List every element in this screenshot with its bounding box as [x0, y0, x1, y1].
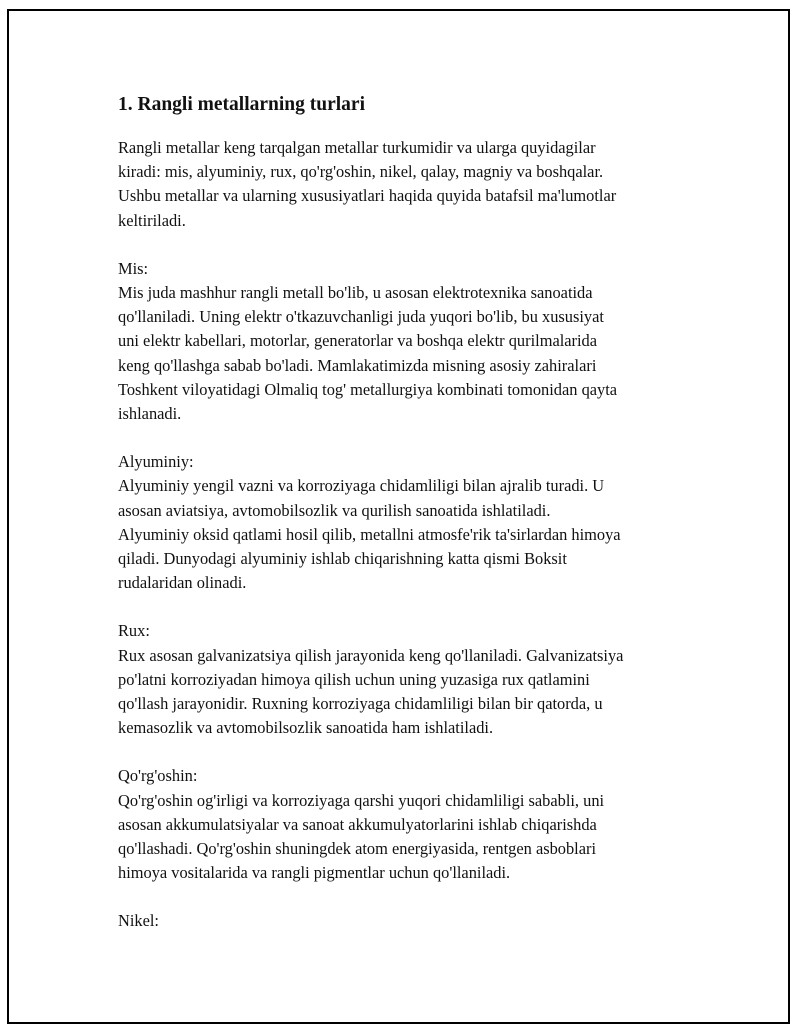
text-line: uni elektr kabellari, motorlar, generatorlar va boshqa elektr qurilmalarida: [118, 331, 598, 351]
text-line: qo'llaniladi. Uning elektr o'tkazuvchanligi juda yuqori bo'lib, bu xususiyat: [118, 307, 604, 327]
text-line: Alyuminiy oksid qatlami hosil qilib, metallni atmosfe'rik ta'sirlardan himoya: [118, 524, 621, 544]
text-line: Mis juda mashhur rangli metall bo'lib, u asosan elektrotexnika sanoatida: [118, 283, 593, 303]
subsection-label: Alyuminiy:: [118, 452, 194, 472]
section-heading: 1. Rangli metallarning turlari: [118, 94, 365, 115]
text-line: keltiriladi.: [118, 210, 186, 230]
text-line: po'latni korroziyadan himoya qilish uchun uning yuzasiga rux qatlamini: [118, 669, 590, 689]
text-line: asosan akkumulatsiyalar va sanoat akkumulyatorlarini ishlab chiqarishda: [118, 814, 597, 834]
text-line: Ushbu metallar va ularning xususiyatlari haqida quyida batafsil ma'lumotlar: [118, 186, 617, 206]
subsection-label: Rux:: [118, 621, 150, 641]
subsection-label: Qo'rg'oshin:: [118, 766, 198, 786]
text-line: qo'llashadi. Qo'rg'oshin shuningdek atom energiyasida, rentgen asboblari: [118, 839, 597, 859]
text-line: kemasozlik va avtomobilsozlik sanoatida ham ishlatiladi.: [118, 718, 494, 738]
alyuminiy-paragraph: [118, 450, 698, 595]
subsection-label: Mis:: [118, 258, 149, 278]
subsection-label: Nikel:: [118, 911, 159, 931]
text-line: keng qo'llashga sabab bo'ladi. Mamlakatimizda misning asosiy zahiralari: [118, 355, 597, 375]
text-line: Rangli metallar keng tarqalgan metallar turkumidir va ularga quyidagilar: [118, 138, 596, 157]
text-line: himoya vositalarida va rangli pigmentlar uchun qo'llaniladi.: [118, 863, 511, 883]
text-line: Rux asosan galvanizatsiya qilish jarayonida keng qo'llaniladi. Galvanizatsiya: [118, 645, 624, 665]
text-line: Alyuminiy yengil vazni va korroziyaga chidamliligi bilan ajralib turadi. U: [118, 476, 605, 496]
text-line: Qo'rg'oshin og'irligi va korroziyaga qarshi yuqori chidamliligi sababli, uni: [118, 790, 605, 810]
text-line: qo'llash jarayonidir. Ruxning korroziyaga chidamliligi bilan bir qatorda, u: [118, 694, 603, 714]
intro-paragraph: [118, 136, 698, 233]
text-line: Toshkent viloyatidagi Olmaliq tog' metallurgiya kombinati tomonidan qayta: [118, 379, 618, 399]
text-line: qiladi. Dunyodagi alyuminiy ishlab chiqarishning katta qismi Boksit: [118, 549, 567, 569]
text-line: asosan aviatsiya, avtomobilsozlik va qurilish sanoatida ishlatiladi.: [118, 500, 551, 520]
text-line: kiradi: mis, alyuminiy, rux, qo'rg'oshin, nikel, qalay, magniy va boshqalar.: [118, 162, 604, 182]
nikel-paragraph: [118, 909, 698, 933]
text-line: ishlanadi.: [118, 404, 182, 424]
rux-paragraph: [118, 619, 698, 740]
text-line: rudalaridan olinadi.: [118, 573, 247, 593]
qorgoshin-paragraph: [118, 764, 698, 885]
mis-paragraph: [118, 257, 698, 426]
document-body: [118, 92, 698, 958]
